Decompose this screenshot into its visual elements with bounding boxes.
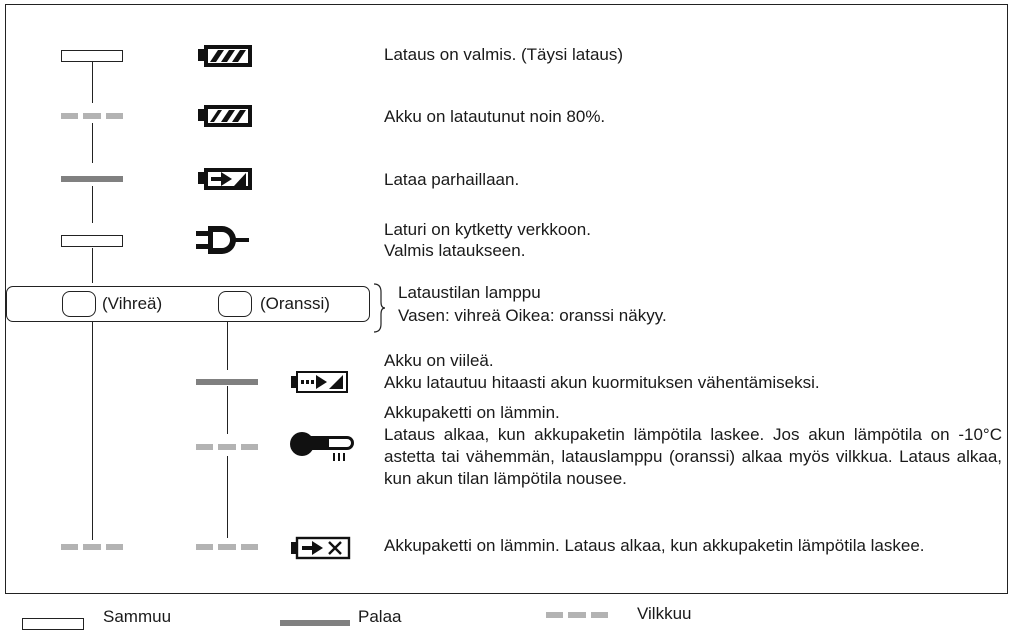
lamp-off-indicator [61, 235, 123, 247]
battery-full-icon [194, 103, 256, 129]
connector-line [227, 322, 228, 370]
row-plugged-text-1: Laturi on kytketty verkkoon. [384, 220, 591, 239]
plug-icon [196, 224, 260, 256]
charge-lamp-box [6, 286, 370, 322]
legend-on-label: Palaa [358, 607, 402, 626]
orange-lamp-label: (Oranssi) [260, 294, 330, 313]
connector-line [92, 322, 93, 540]
green-lamp-label: (Vihreä) [102, 294, 163, 313]
row-plugged-text-2: Valmis lataukseen. [384, 241, 526, 260]
slow-charge-battery-icon [287, 369, 351, 395]
connector-line [92, 61, 93, 103]
row-warm-text-1: Akkupaketti on lämmin. [384, 403, 560, 422]
row-cool-text-2: Akku latautuu hitaasti akun kuormituksen vähentämiseksi. [384, 373, 820, 392]
row-charging-text: Lataa parhaillaan. [384, 170, 520, 189]
lamp-blinking-indicator [61, 113, 123, 119]
row-cool-text-1: Akku on viileä. [384, 351, 494, 370]
connector-line [92, 248, 93, 283]
green-lamp [62, 291, 96, 317]
lamp-on-indicator [61, 176, 123, 182]
battery-full-icon [194, 43, 256, 69]
lamp-desc-1: Lataustilan lamppu [398, 283, 541, 302]
legend-blink-indicator [546, 612, 608, 618]
legend-off-indicator [22, 618, 84, 630]
orange-lamp [218, 291, 252, 317]
lamp-desc-2: Vasen: vihreä Oikea: oranssi näkyy. [398, 306, 667, 325]
connector-line [92, 123, 93, 163]
row-eighty-text: Akku on latautunut noin 80%. [384, 107, 606, 126]
brace [372, 282, 386, 334]
lamp-off-indicator [61, 50, 123, 62]
row-warm-text-2: Lataus alkaa, kun akkupaketin lämpötila laskee. Jos akun lämpötila on -10°C astetta tai vähemmän, latauslamppu (oranssi) alkaa myös vilkkua. Lataus alkaa, kun akun tilan lämpötila nousee. [384, 425, 1002, 488]
row-hot-text: Akkupaketti on lämmin. Lataus alkaa, kun akkupaketin lämpötila laskee. [384, 536, 925, 555]
lamp-blinking-indicator [196, 444, 258, 450]
legend-off-label: Sammuu [103, 607, 172, 626]
lamp-blinking-indicator [61, 544, 123, 550]
connector-line [227, 386, 228, 434]
lamp-on-indicator [196, 379, 258, 385]
connector-line [92, 186, 93, 223]
connector-line [227, 456, 228, 538]
battery-charging-icon [194, 166, 256, 192]
legend-on-indicator [280, 620, 350, 626]
lamp-blinking-indicator [196, 544, 258, 550]
battery-cross-icon [287, 535, 353, 561]
legend-blink-label: Vilkkuu [637, 604, 692, 623]
row-full-text: Lataus on valmis. (Täysi lataus) [384, 45, 624, 64]
thermometer-icon [289, 430, 355, 464]
